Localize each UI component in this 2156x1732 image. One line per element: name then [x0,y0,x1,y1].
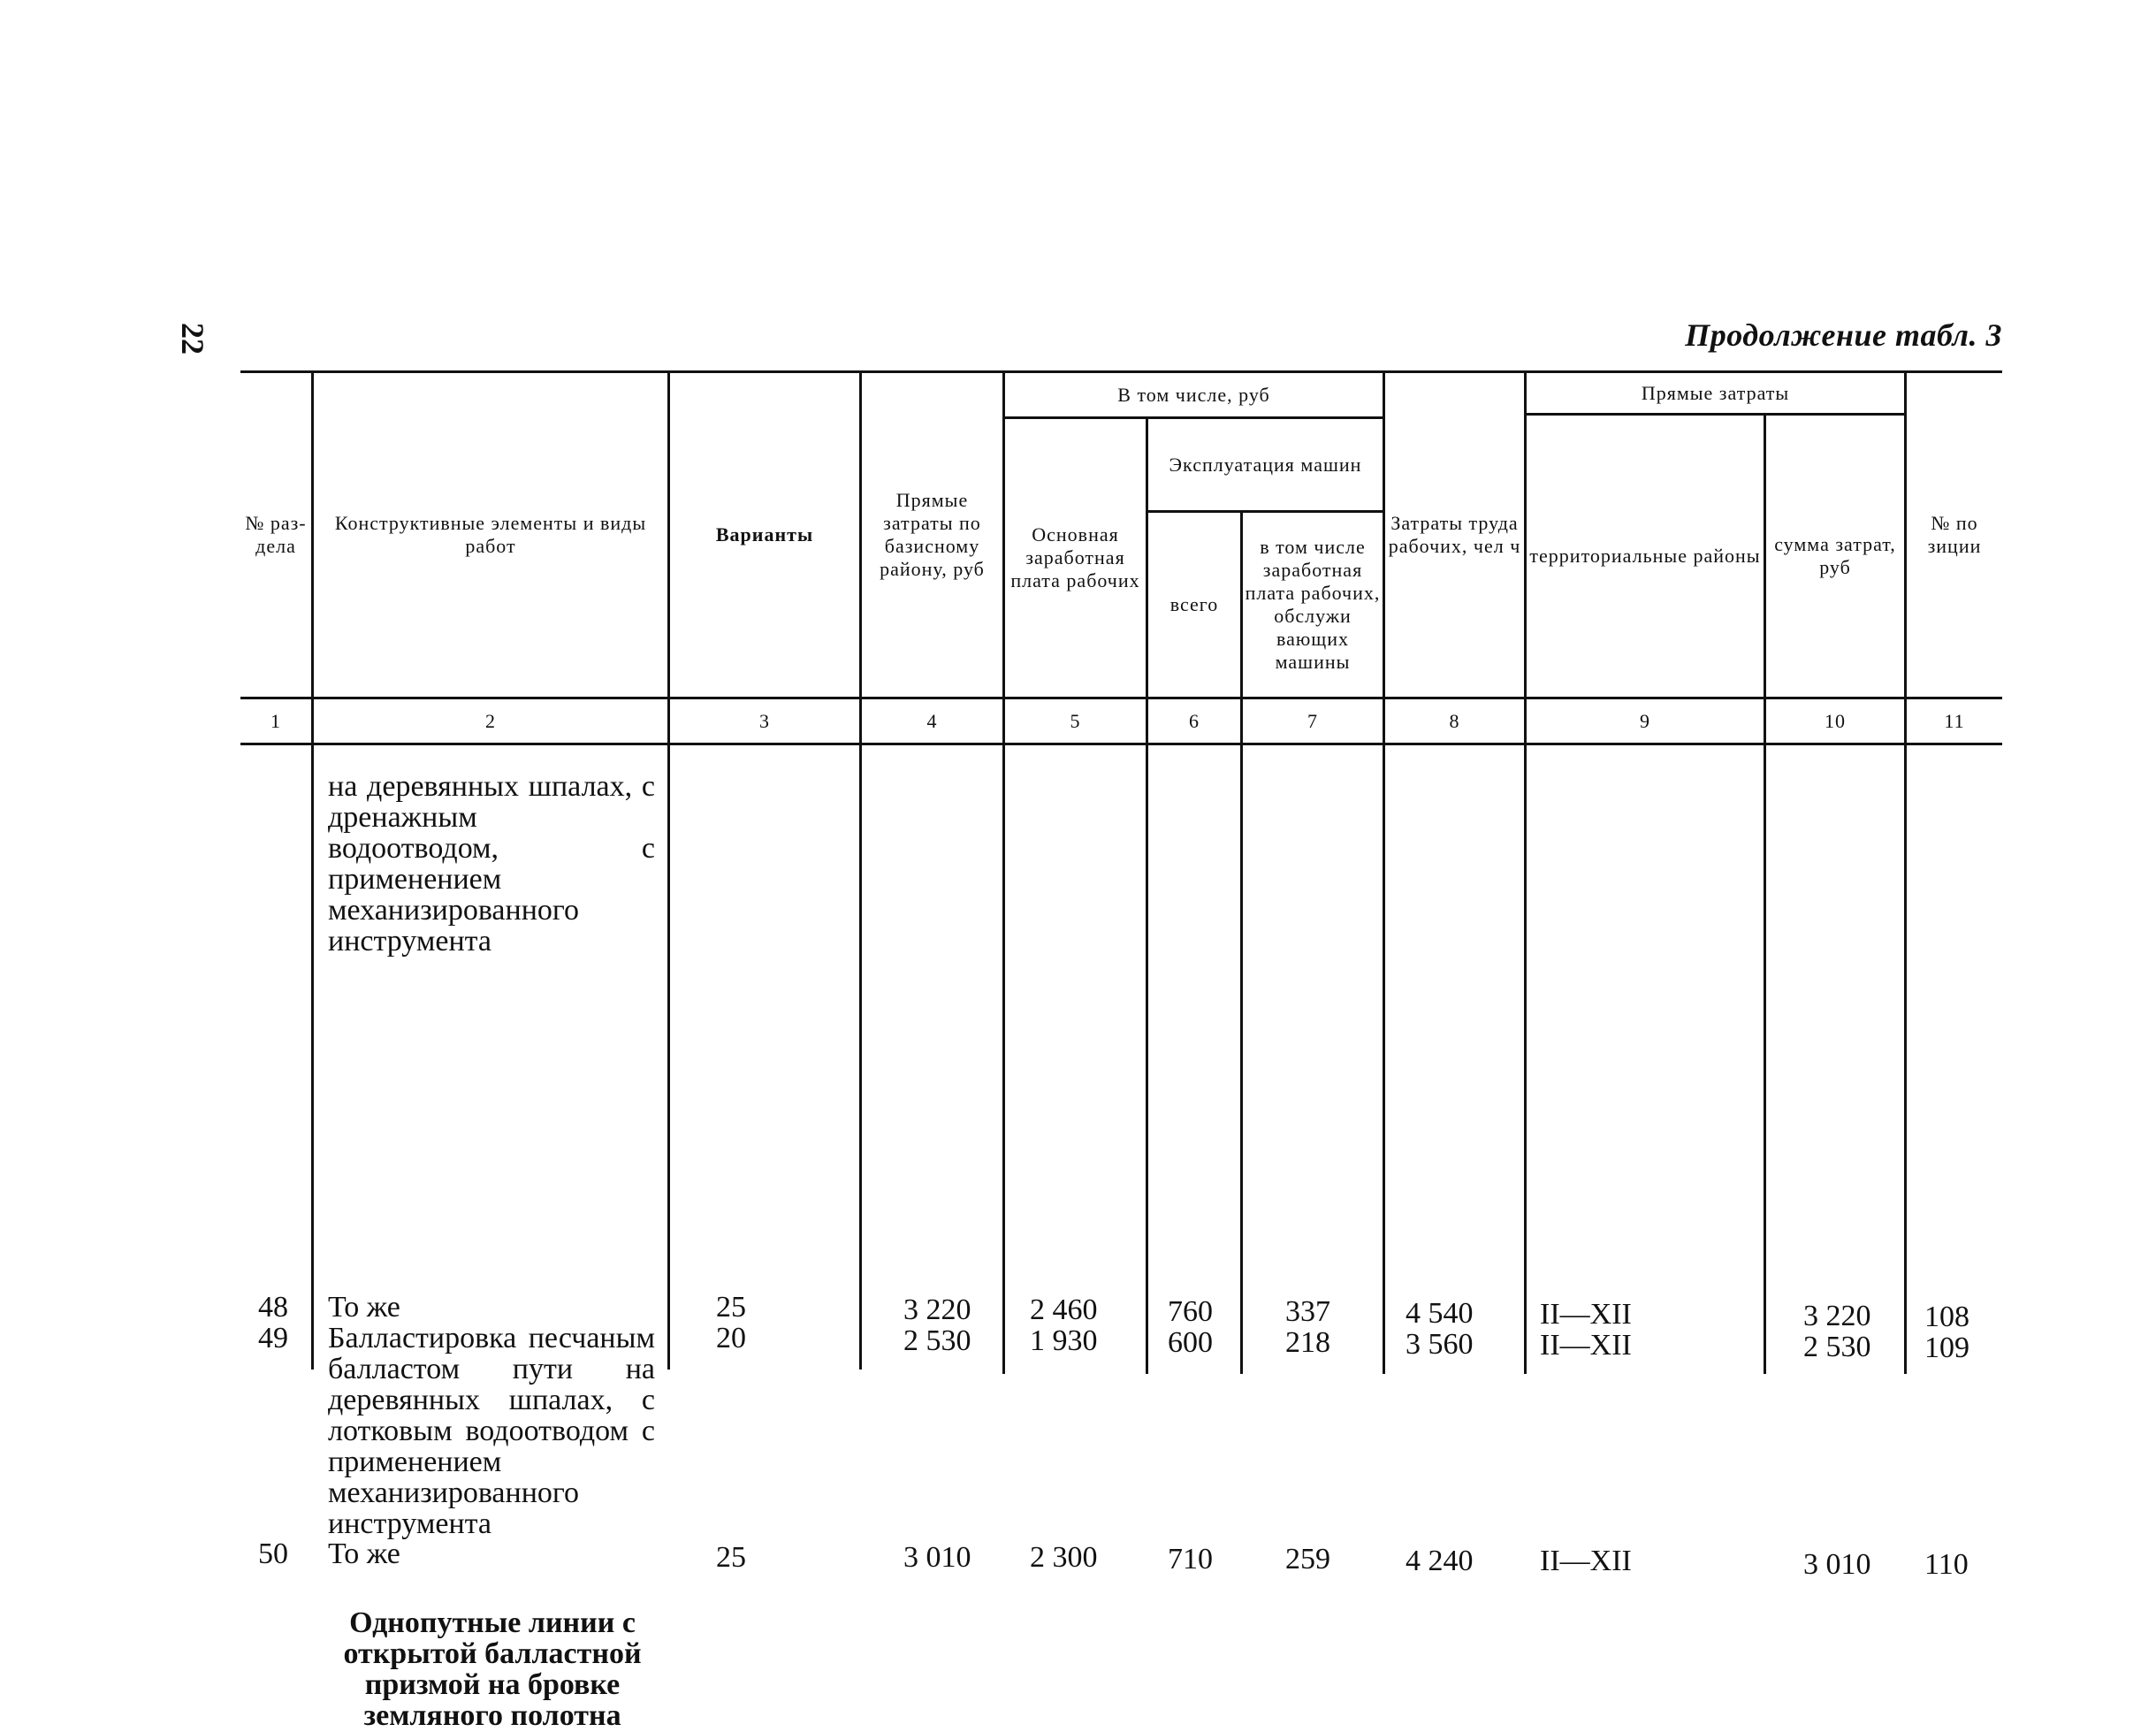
row-50-variant: 25 [716,1541,746,1574]
row-49-description: Балластировка песчаным балластом пути на деревянных шпалах, с лотковым водоотводом с применением механизированного инструмента [328,1322,655,1540]
header-labor: Затраты труда рабочих, чел ч [1388,512,1521,557]
column-number: 3 [759,709,770,732]
header-direct-base: Прямые затраты по базисному району, руб [880,489,985,580]
header-regions: территориальные районы [1529,545,1761,567]
row-48-section: 48 [258,1291,288,1324]
row-50-regions: II—XII [1540,1545,1632,1577]
header-section: № раз-дела [245,512,307,557]
row-49-wage: 1 930 [1030,1324,1098,1357]
row-48-direct: 3 220 [903,1293,971,1326]
column-number: 4 [926,709,938,732]
header-wage: Основная заработная плата рабочих [1010,523,1140,591]
header-direct-group: Прямые затраты [1641,381,1790,404]
row-50-sum: 3 010 [1803,1548,1871,1581]
table-caption: Продолжение табл. 3 [1685,317,2002,353]
row-49-regions: II—XII [1540,1329,1632,1362]
row-49-sum: 2 530 [1803,1331,1871,1363]
column-number: 8 [1449,709,1460,732]
header-machines-group: Эксплуатация машин [1169,453,1362,476]
row-49-machines-wage: 218 [1285,1326,1330,1359]
column-number: 7 [1307,709,1318,732]
table [240,368,2002,1732]
header-machines-wage: в том числе заработная плата рабочих, обслужи вающих машины [1245,536,1381,673]
column-number: 5 [1070,709,1081,732]
page-number: 22 [175,323,210,355]
row-50-labor: 4 240 [1406,1545,1474,1577]
column-number: 6 [1189,709,1200,732]
column-number: 9 [1640,709,1650,732]
row-49-position: 109 [1924,1331,1969,1364]
header-variants: Варианты [715,523,814,546]
row-48-regions: II—XII [1540,1298,1632,1331]
column-number: 1 [270,709,281,732]
row-48-variant: 25 [716,1291,746,1324]
header-elements: Конструктивные элементы и виды работ [334,512,647,557]
row-50-position: 110 [1924,1548,1969,1581]
row-50-wage: 2 300 [1030,1541,1098,1574]
continued-description: на деревянных шпалах, с дренажным водоотводом, с применением механизированного инструмента [328,770,655,958]
section-subheading: Однопутные линии с открытой балластной призмой на бровке земляного полотна [343,1606,642,1732]
row-50-description: То же [328,1537,400,1570]
column-number: 2 [485,709,496,732]
row-50-machines-wage: 259 [1285,1543,1330,1576]
header-machines-total: всего [1169,593,1219,615]
row-50-machines-total: 710 [1168,1543,1213,1576]
column-number: 10 [1825,709,1846,732]
row-50-direct: 3 010 [903,1541,971,1574]
row-48-position: 108 [1924,1301,1969,1333]
row-49-variant: 20 [716,1322,746,1354]
header-position: № по зиции [1927,512,1982,557]
row-48-description: То же [328,1291,400,1324]
column-numbers-rule [240,743,2002,745]
column-number: 11 [1944,709,1965,732]
row-48-sum: 3 220 [1803,1300,1871,1332]
row-49-machines-total: 600 [1168,1326,1213,1359]
row-49-section: 49 [258,1322,288,1354]
header-sum: сумма затрат, руб [1774,533,1896,578]
row-48-wage: 2 460 [1030,1293,1098,1326]
row-49-direct: 2 530 [903,1324,971,1357]
row-48-machines-total: 760 [1168,1295,1213,1328]
header-incl-group: В том числе, руб [1117,383,1270,406]
row-48-labor: 4 540 [1406,1297,1474,1330]
row-49-labor: 3 560 [1406,1328,1474,1361]
row-48-machines-wage: 337 [1285,1295,1330,1328]
row-50-section: 50 [258,1537,288,1570]
